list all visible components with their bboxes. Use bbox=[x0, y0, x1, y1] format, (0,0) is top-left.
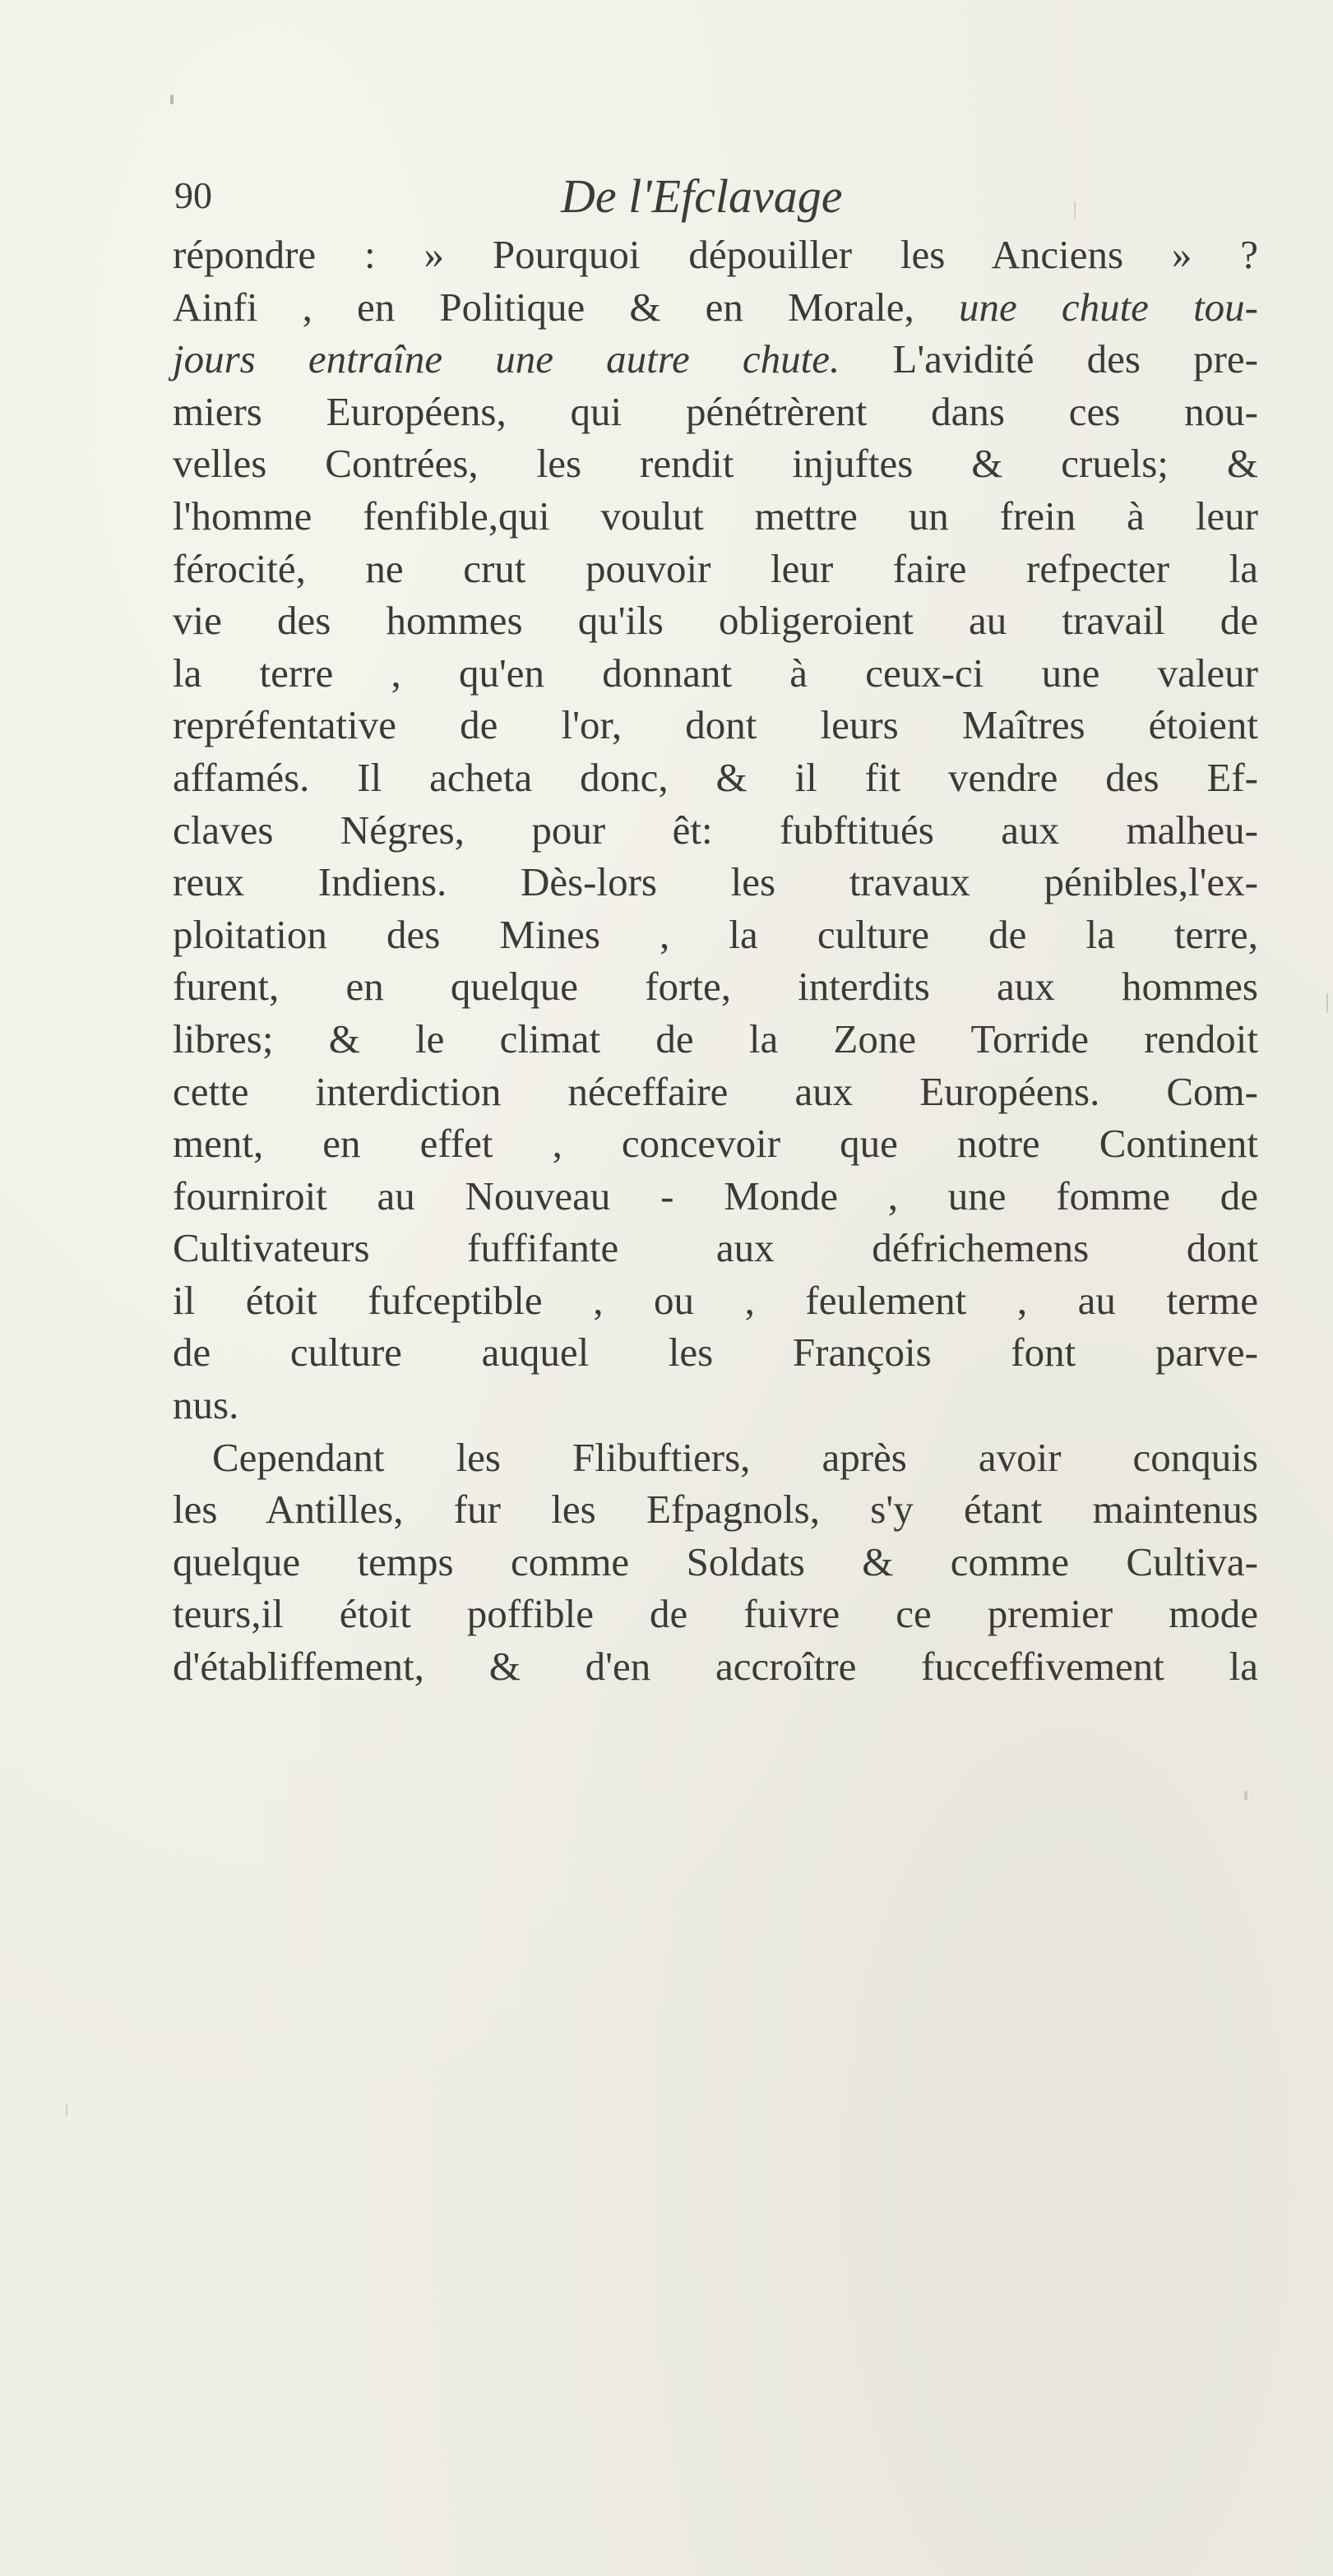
body-text bbox=[173, 229, 1258, 1693]
text-line: l'homme fenfible,qui voulut mettre un frein à leur bbox=[173, 493, 1258, 539]
text-line: affamés. Il acheta donc, & il fit vendre des Ef- bbox=[173, 754, 1258, 800]
text-line: fourniroit au Nouveau - Monde , une fomme de bbox=[173, 1172, 1258, 1219]
text-line: teurs,il étoit poffible de fuivre ce premier mode bbox=[173, 1591, 1258, 1637]
text-line: ment, en effet , concevoir que notre Continent bbox=[173, 1121, 1258, 1167]
paper-speck bbox=[170, 95, 174, 104]
text-line: nus. bbox=[173, 1382, 239, 1428]
paragraph-start-line: Cependant les Flibuftiers, après avoir conquis bbox=[212, 1434, 1258, 1480]
text-line: cette interdiction néceffaire aux Européens. Com- bbox=[173, 1068, 1258, 1114]
text-line: de culture auquel les François font parve- bbox=[173, 1330, 1258, 1376]
text-line: jours entraîne une autre chute. L'avidité des pre- bbox=[173, 336, 1258, 382]
text-line: les Antilles, fur les Efpagnols, s'y étant maintenus bbox=[173, 1487, 1258, 1533]
text-line: ploitation des Mines , la culture de la terre, bbox=[173, 911, 1258, 957]
text-line: libres; & le climat de la Zone Torride rendoit bbox=[173, 1015, 1258, 1061]
running-title: De l'Efclavage bbox=[561, 169, 843, 223]
text-line: claves Négres, pour êt: fubftitués aux malheu- bbox=[173, 807, 1258, 853]
text-line: quelque temps comme Soldats & comme Cultiva- bbox=[173, 1538, 1258, 1584]
text-line: Cultivateurs fuffifante aux défrichemens dont bbox=[173, 1225, 1258, 1271]
text-line: miers Européens, qui pénétrèrent dans ces nou- bbox=[173, 388, 1258, 434]
text-line: vie des hommes qu'ils obligeroient au travail de bbox=[173, 598, 1258, 644]
paper-speck bbox=[1074, 201, 1076, 220]
text-line: la terre , qu'en donnant à ceux-ci une valeur bbox=[173, 650, 1258, 696]
text-line: férocité, ne crut pouvoir leur faire refpecter la bbox=[173, 545, 1258, 591]
page-number: 90 bbox=[174, 174, 212, 216]
text-line: repréfentative de l'or, dont leurs Maîtres étoient bbox=[173, 702, 1258, 748]
paper-speck bbox=[1244, 1791, 1247, 1801]
text-line: répondre : » Pourquoi dépouiller les Anciens » ? bbox=[173, 232, 1258, 277]
paper-speck bbox=[1326, 993, 1328, 1013]
text-line: il étoit fufceptible , ou , feulement , au terme bbox=[173, 1277, 1258, 1323]
text-line: furent, en quelque forte, interdits aux hommes bbox=[173, 964, 1258, 1010]
running-head bbox=[174, 169, 1260, 234]
text-line: reux Indiens. Dès-lors les travaux pénibles,l'ex- bbox=[173, 859, 1258, 905]
text-line: d'établiffement, & d'en accroître fucceffivement la bbox=[173, 1644, 1258, 1690]
paper-speck bbox=[66, 2105, 67, 2116]
text-line: Ainfi , en Politique & en Morale, une chute tou- bbox=[173, 284, 1258, 330]
text-line: velles Contrées, les rendit injuftes & cruels; & bbox=[173, 441, 1258, 487]
